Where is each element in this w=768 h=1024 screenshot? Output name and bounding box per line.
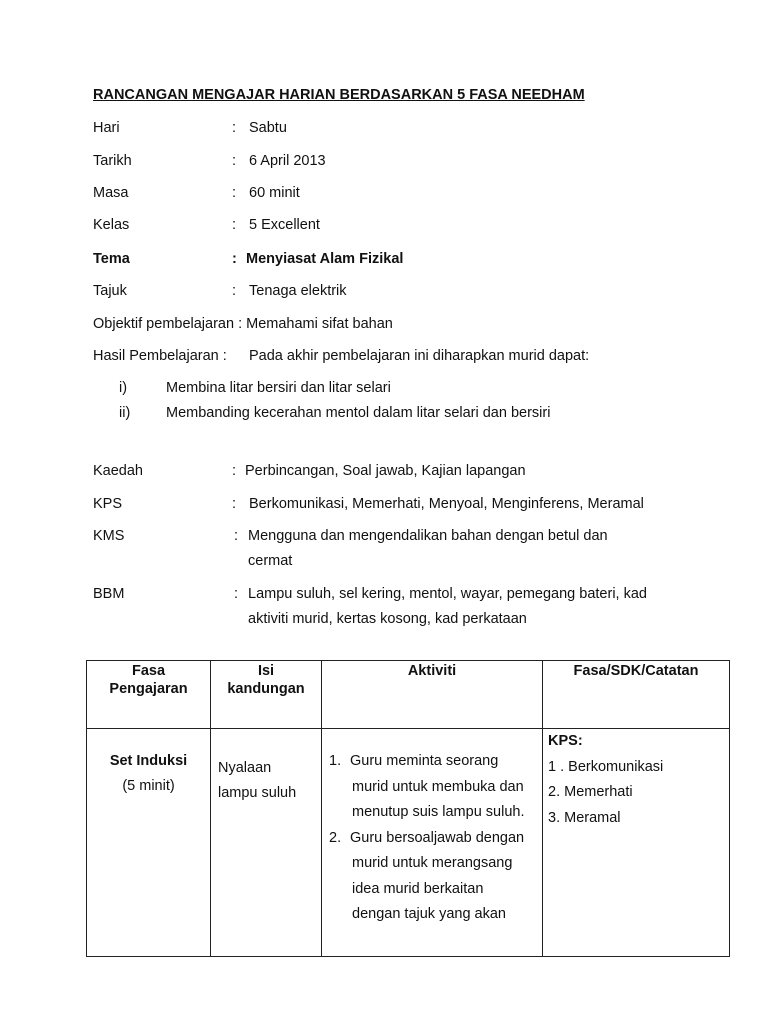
cell-isi: [211, 729, 322, 957]
field-colon: :: [232, 153, 237, 169]
table-row: [87, 729, 730, 957]
hasil-intro: Pada akhir pembelajaran ini diharapkan murid dapat:: [249, 348, 590, 364]
bbm-value-line1: Lampu suluh, sel kering, mentol, wayar, pemegang bateri, kad: [248, 586, 647, 602]
bbm-value-line2: aktiviti murid, kertas kosong, kad perkataan: [248, 611, 527, 627]
cell-fasa: [87, 729, 211, 957]
aktiviti-item: 2. Guru bersoaljawab dengan murid untuk merangsang idea murid berkaitan dengan tajuk yang akan: [329, 826, 542, 928]
hasil-marker-2: ii): [119, 405, 131, 421]
hasil-item-1: Membina litar bersiri dan litar selari: [166, 380, 391, 396]
field-label-tarikh: Tarikh: [93, 153, 132, 169]
field-colon: :: [232, 251, 237, 267]
catatan-item: 1 . Berkomunikasi: [548, 758, 664, 775]
bbm-label: BBM: [93, 586, 125, 602]
page-title: RANCANGAN MENGAJAR HARIAN BERDASARKAN 5 FASA NEEDHAM: [93, 87, 585, 103]
field-colon: :: [232, 283, 237, 299]
table-header-row: [87, 661, 730, 729]
field-colon: :: [232, 185, 237, 201]
aktiviti-number: 2.: [329, 829, 342, 846]
field-value-tajuk: Tenaga elektrik: [249, 283, 347, 299]
cell-aktiviti: [322, 729, 543, 957]
field-colon: :: [234, 528, 239, 544]
field-colon: :: [232, 120, 237, 136]
aktiviti-number: 1.: [329, 753, 342, 769]
hasil-item-2: Membanding kecerahan mentol dalam litar selari dan bersiri: [166, 405, 551, 421]
catatan-item: 3. Meramal: [548, 809, 621, 826]
field-value-kelas: 5 Excellent: [249, 217, 320, 233]
aktiviti-item: 1. Guru meminta seorang murid untuk membuka dan menutup suis lampu suluh.: [329, 749, 542, 826]
fasa-time: (5 minit): [122, 778, 175, 794]
kps-value: Berkomunikasi, Memerhati, Menyoal, Menginferens, Meramal: [249, 496, 644, 512]
isi-line: lampu suluh: [218, 785, 297, 801]
kms-value-line1: Mengguna dan mengendalikan bahan dengan betul dan: [248, 528, 608, 544]
hasil-marker-1: i): [119, 380, 128, 396]
field-label-masa: Masa: [93, 185, 129, 201]
field-colon: :: [232, 217, 237, 233]
kaedah-value: Perbincangan, Soal jawab, Kajian lapangan: [245, 463, 526, 479]
catatan-item: 2. Memerhati: [548, 784, 633, 800]
field-label-tajuk: Tajuk: [93, 283, 127, 299]
header-catatan: Fasa/SDK/Catatan: [543, 661, 730, 729]
header-isi-kandungan: Isi kandungan: [211, 661, 322, 729]
hasil-label: Hasil Pembelajaran :: [93, 348, 227, 364]
field-colon: :: [232, 496, 237, 512]
field-colon: :: [234, 586, 239, 602]
field-label-hari: Hari: [93, 120, 120, 136]
cell-catatan: [543, 729, 730, 957]
fasa-name: Set Induksi: [109, 753, 188, 769]
kps-label: KPS: [93, 496, 123, 512]
field-value-masa: 60 minit: [249, 185, 300, 201]
header-fasa-pengajaran: Fasa Pengajaran: [87, 661, 211, 729]
kms-label: KMS: [93, 528, 125, 544]
field-colon: :: [232, 463, 237, 479]
field-value-tema: Menyiasat Alam Fizikal: [246, 251, 404, 267]
lesson-table: [86, 660, 730, 957]
kaedah-label: Kaedah: [93, 463, 143, 479]
field-value-hari: Sabtu: [249, 120, 287, 136]
isi-line: Nyalaan: [218, 760, 272, 776]
field-label-kelas: Kelas: [93, 217, 130, 233]
field-value-tarikh: 6 April 2013: [249, 153, 326, 169]
header-aktiviti: Aktiviti: [322, 661, 543, 729]
field-label-tema: Tema: [93, 251, 130, 267]
catatan-heading: KPS:: [548, 733, 583, 749]
objektif-text: Objektif pembelajaran : Memahami sifat bahan: [93, 316, 393, 332]
kms-value-line2: cermat: [248, 553, 293, 569]
